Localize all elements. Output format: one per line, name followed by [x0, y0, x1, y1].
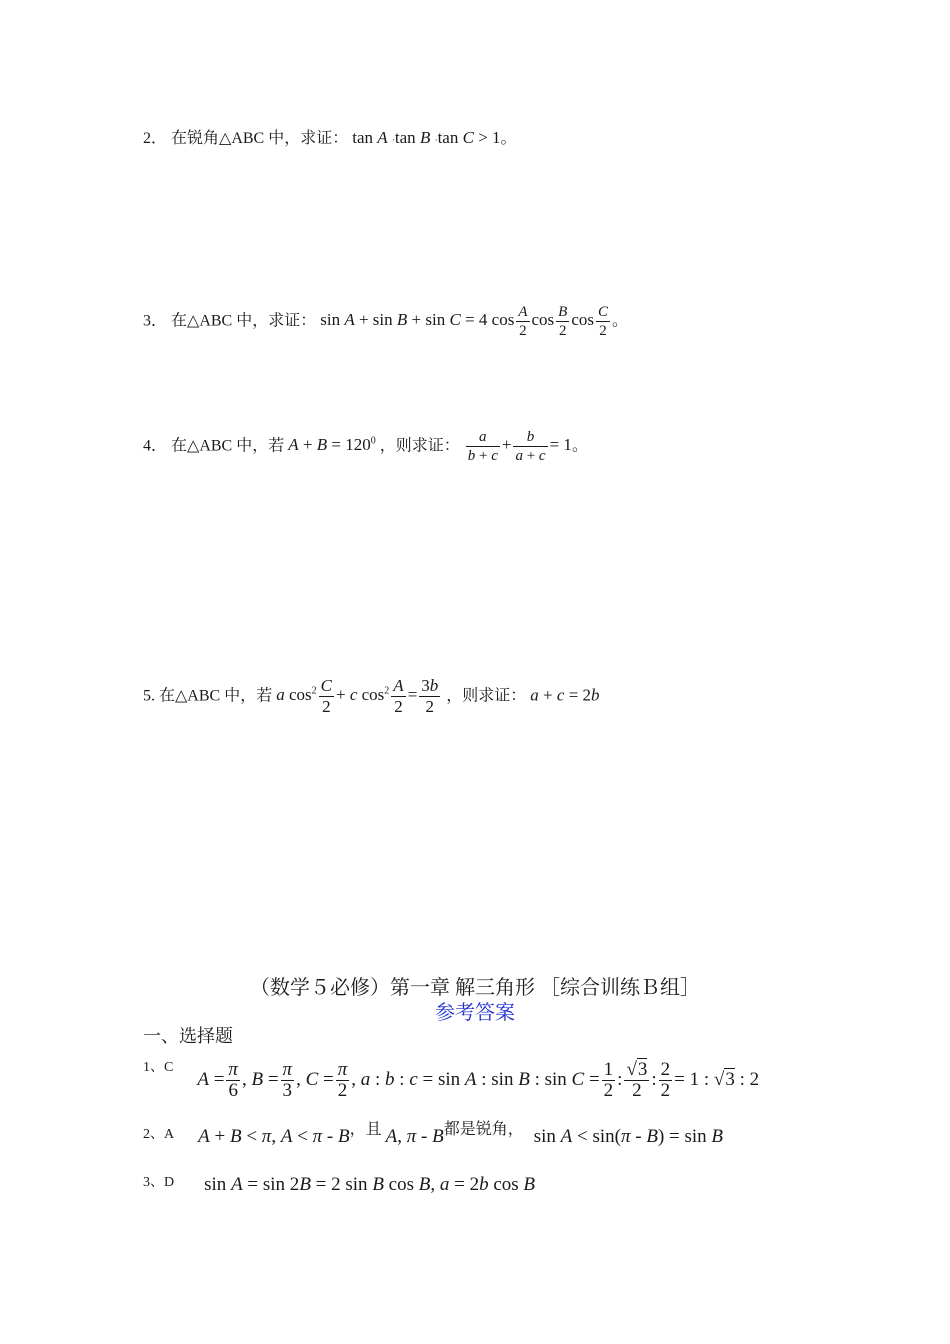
problem-formula: a $\cos^2$ $\frac{C}{2}$ + c $\cos^2$ $\frac{A}{2}$ = $\frac{3b}{2}$: [276, 676, 439, 716]
section-title: 一、选择题: [143, 1026, 233, 1046]
problem-number: 3．: [143, 312, 168, 330]
problem-5: [143, 676, 600, 717]
answer-mid-2: 都是锐角，: [443, 1121, 524, 1138]
problem-tail: 。: [500, 130, 517, 147]
problem-formula: sin A + sin B + sin C = 4 cos $\frac{A}{2}$ cos $\frac{B}{2}$ cos $\frac{C}{2}$: [320, 304, 609, 339]
answer-2: [143, 1121, 724, 1148]
answer-1: [143, 1060, 759, 1101]
answers-title: 参考答案: [435, 1002, 515, 1024]
problem-mid: ，则求证：: [446, 687, 527, 705]
problem-text: 在△ABC 中，若: [159, 687, 273, 705]
answer-label: 2、A: [143, 1127, 175, 1142]
problem-number: 5.: [143, 687, 155, 705]
problem-formula: tan A ·tan B ·tan C > 1: [352, 128, 501, 147]
problem-tail: 。: [612, 312, 629, 330]
chapter-heading: （数学５必修）第一章 解三角形 ［综合训练Ｂ组］: [250, 977, 700, 999]
problem-text: 在△ABC 中，若: [171, 437, 285, 455]
answer-formula: sin A = sin 2B = 2 sin B cos B, a = 2b cos B: [204, 1174, 536, 1195]
problem-formula-2: a + c = 2b: [530, 685, 600, 705]
problem-3: [143, 303, 628, 340]
problem-tail: 。: [571, 437, 588, 455]
answer-3: [143, 1174, 535, 1196]
answer-formula-3: sin A < sin(π - B) = sin B: [533, 1126, 724, 1147]
problem-number: 4．: [143, 437, 168, 455]
problem-4: [143, 428, 588, 465]
problem-2: [143, 125, 517, 148]
problem-formula: $A + B = 120^0$: [288, 435, 376, 455]
problem-text: 在△ABC 中，求证：: [171, 312, 317, 330]
problem-formula-2: $\frac{a}{b + c}$ + $\frac{b}{a + c}$ = 1: [467, 429, 572, 464]
problem-mid: ，则求证：: [379, 437, 460, 455]
answer-label: 1、C: [143, 1059, 174, 1075]
answer-formula-2: A, π - B: [385, 1126, 444, 1147]
problem-text: 在锐角△ABC 中，求证：: [171, 130, 349, 147]
problem-number: 2．: [143, 130, 168, 147]
answer-formula: A = $\frac{\pi}{6}$ , B = $\frac{\pi}{3}$ , C = $\frac{\pi}{2}$ , a : b : c = sin A : sin B : sin C = $\frac{1}{2}$ : $\frac{√3}{2}$ : $\frac{2}{2}$ = 1 : √3 : 2: [197, 1059, 760, 1101]
answer-mid: ，且: [349, 1121, 382, 1138]
answer-formula: A + B < π, A < π - B: [198, 1126, 350, 1147]
answer-label: 3、D: [143, 1175, 175, 1190]
